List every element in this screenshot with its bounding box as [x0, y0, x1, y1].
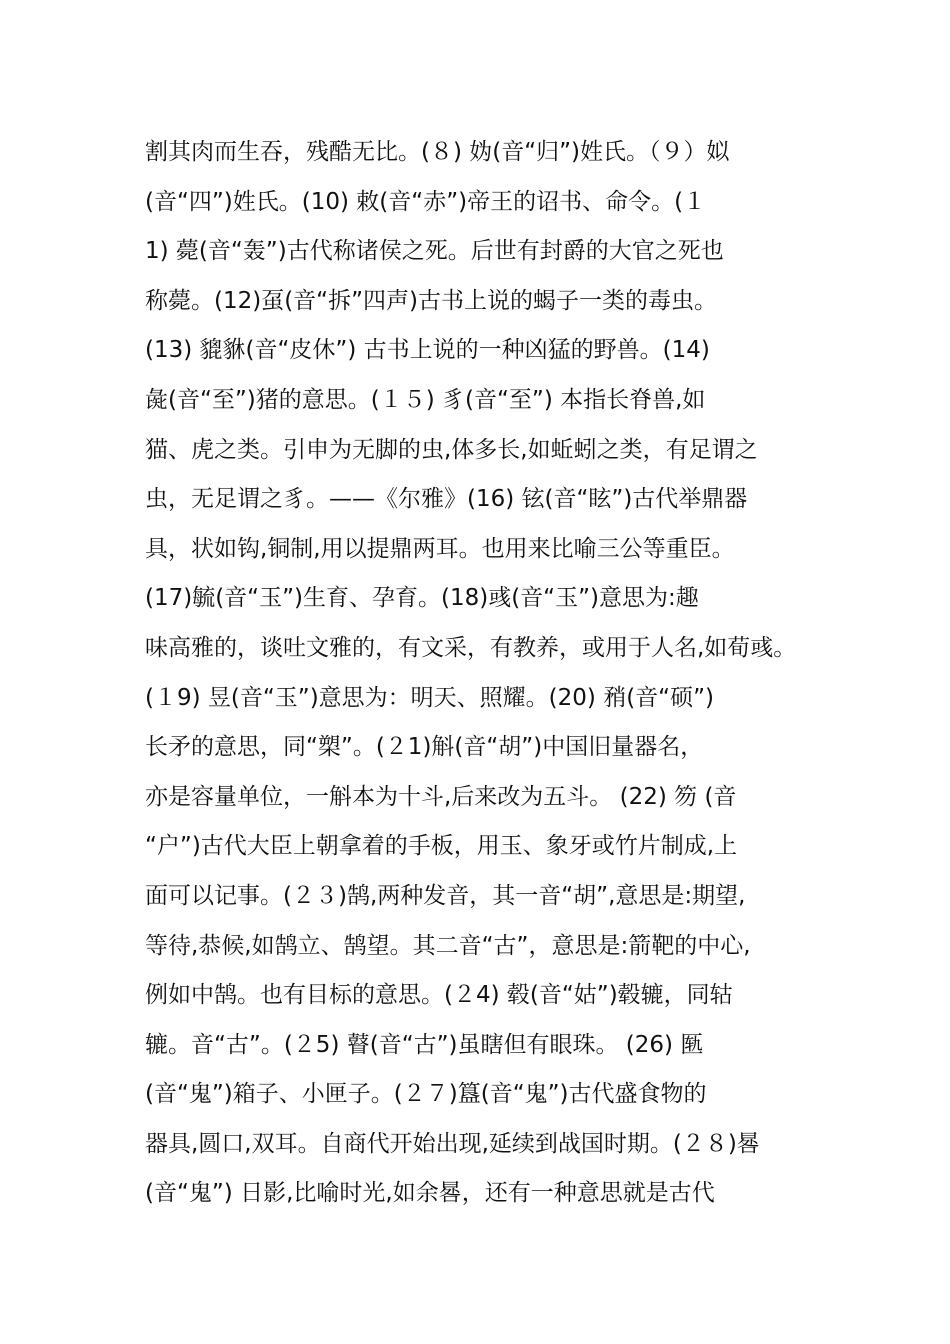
text-line-15: “户”)古代大臣上朝拿着的手板，用玉、象牙或竹片制成,上: [145, 833, 738, 860]
text-line-8: 虫，无足谓之豸。——《尔雅》(16) 铉(音“眩”)古代举鼎器: [145, 486, 748, 513]
text-line-14: 亦是容量单位，一斛本为十斗,后来改为五斗。 (22) 笏 (音: [145, 783, 737, 810]
text-line-6: 彘(音“至”)猪的意思。(１５) 豸(音“至”) 本指长脊兽,如: [145, 386, 706, 413]
text-line-18: 例如中鹄。也有目标的意思。(２4) 毂(音“姑”)毂辘，同轱: [145, 982, 733, 1009]
text-line-1: 割其肉而生吞，残酷无比。(８) 妫(音“归”)姓氏。（９）姒: [145, 139, 730, 165]
text-line-3: 1) 薨(音“轰”)古代称诸侯之死。后世有封爵的大官之死也: [145, 238, 724, 265]
text-line-4: 称薨。(12)虿(音“拆”四声)古书上说的蝎子一类的毒虫。: [145, 287, 717, 314]
text-line-11: 味高雅的，谈吐文雅的，有文采，有教养，或用于人名,如荀彧。: [145, 634, 797, 661]
text-line-7: 猫、虎之类。引申为无脚的虫,体多长,如蚯蚓之类，有足谓之: [145, 436, 758, 463]
text-line-12: (１9) 昱(音“玉”)意思为：明天、照耀。(20) 矟(音“硕”): [145, 684, 714, 711]
text-line-22: (音“鬼”) 日影,比喻时光,如余晷，还有一种意思就是古代: [145, 1180, 715, 1207]
text-line-5: (13) 貔貅(音“皮休”) 古书上说的一种凶猛的野兽。(14): [145, 337, 710, 364]
text-line-10: (17)毓(音“玉”)生育、孕育。(18)彧(音“玉”)意思为:趣: [145, 585, 699, 612]
text-line-20: (音“鬼”)箱子、小匣子。(２７)簋(音“鬼”)古代盛食物的: [145, 1081, 707, 1108]
text-line-21: 器具,圆口,双耳。自商代开始出现,延续到战国时期。(２８)晷: [145, 1130, 760, 1157]
body-text: [145, 128, 815, 1219]
text-line-9: 具，状如钩,铜制,用以提鼎两耳。也用来比喻三公等重臣。: [145, 535, 735, 562]
text-line-13: 长矛的意思，同“槊”。(２1)斛(音“胡”)中国旧量器名，: [145, 734, 704, 761]
text-line-2: (音“四”)姓氏。(10) 敕(音“赤”)帝王的诏书、命令。(１: [145, 188, 707, 215]
text-line-16: 面可以记事。(２３)鹄,两种发音，其一音“胡”,意思是:期望,: [145, 882, 746, 909]
text-line-17: 等待,恭候,如鹄立、鹄望。其二音“古”，意思是:箭靶的中心,: [145, 932, 751, 959]
text-line-19: 辘。音“古”。(２5) 瞽(音“古”)虽瞎但有眼珠。 (26) 匦: [145, 1031, 704, 1058]
